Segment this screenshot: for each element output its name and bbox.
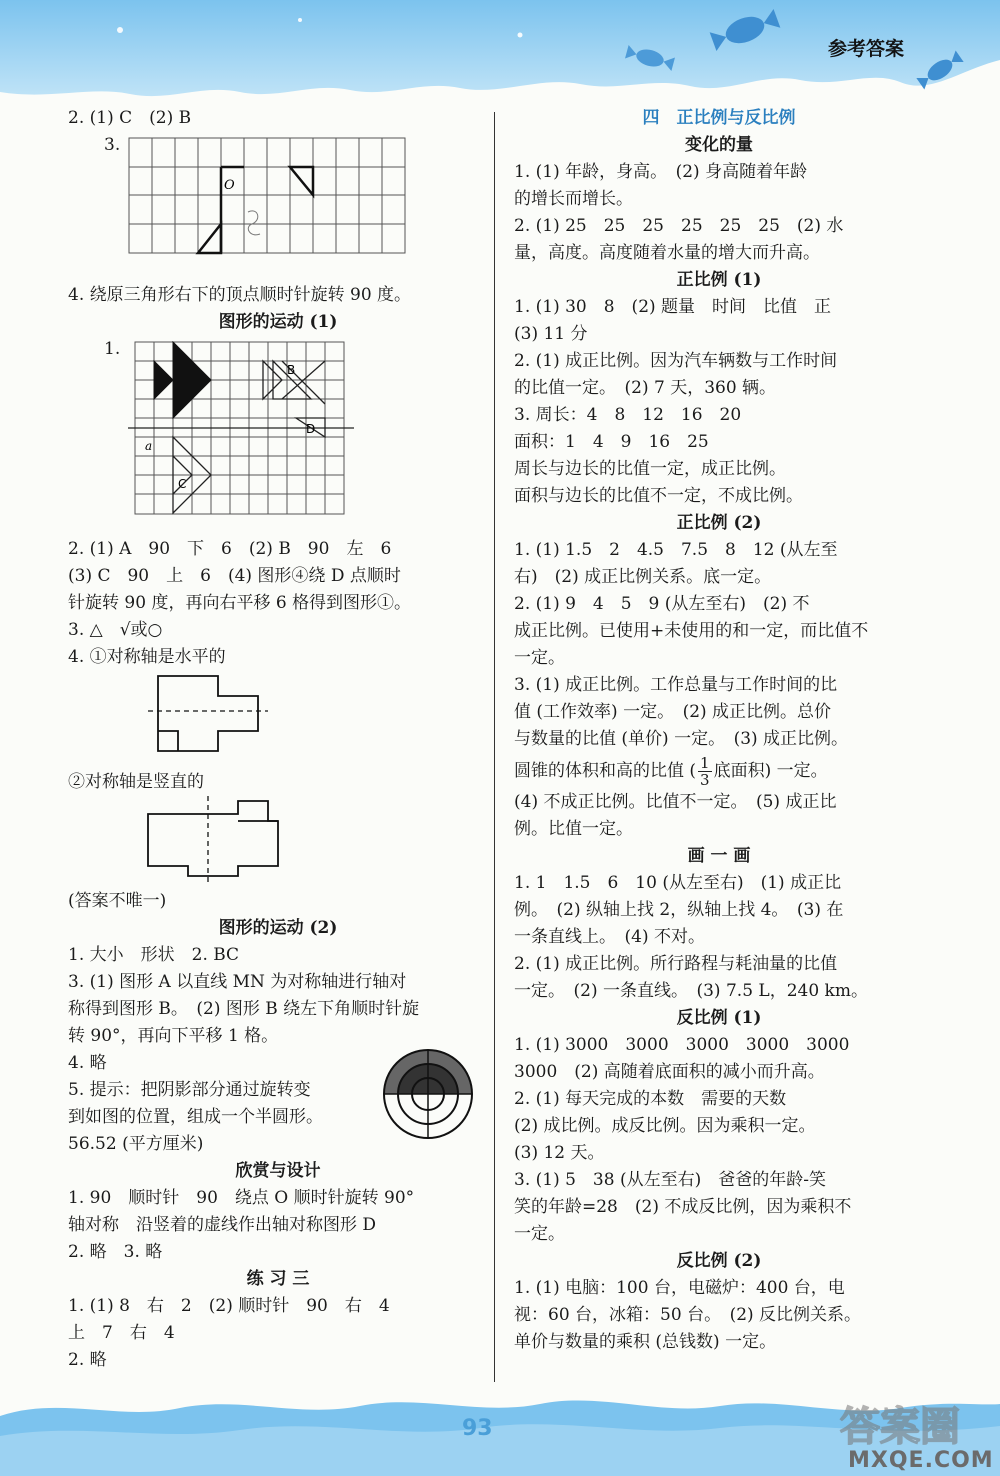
answer-text: 圆锥的体积和高的比值 ( [514, 761, 697, 781]
answer-line: 4. ①对称轴是水平的 [68, 647, 226, 667]
section-heading: 练 习 三 [246, 1269, 310, 1289]
answer-line: 轴对称 沿竖着的虚线作出轴对称图形 D [68, 1215, 377, 1235]
fraction-numerator: 1 [700, 754, 710, 772]
answer-line: 3. (1) 图形 A 以直线 MN 为对称轴进行轴对 [68, 972, 407, 992]
answer-line: 称得到图形 B。 (2) 图形 B 绕左下角顺时针旋 [68, 999, 420, 1019]
answer-line: 3. (1) 成正比例。工作总量与工作时间的比 [514, 675, 838, 695]
answer-line: 例。 (2) 纵轴上找 2，纵轴上找 4。 (3) 在 [514, 900, 844, 920]
answer-line: 3. 周长：4 8 12 16 20 [514, 405, 742, 425]
answer-text: 底面积) 一定。 [713, 761, 828, 781]
answer-line: 3. [104, 135, 121, 155]
rotation-figure-block [68, 132, 488, 254]
answer-line: 视：60 台，冰箱：50 台。 (2) 反比例关系。 [514, 1305, 862, 1325]
answer-line: 与数量的比值 (单价) 一定。 (3) 成正比例。 [514, 729, 849, 749]
answer-line: 4. 略 [68, 1053, 107, 1073]
section-heading: 图形的运动 (2) [218, 918, 338, 938]
motion-figure-block [68, 336, 488, 536]
answer-line: 1. (1) 年龄，身高。 (2) 身高随着年龄 [514, 162, 808, 182]
answer-line: 5. 提示：把阴影部分通过旋转变 [68, 1080, 311, 1100]
horizontal-axis-shape [68, 671, 488, 769]
answer-line: ②对称轴是竖直的 [68, 772, 204, 792]
answer-line: 笑的年龄=28 (2) 不成反比例，因为乘积不 [514, 1197, 852, 1217]
answer-line: 单价与数量的乘积 (总钱数) 一定。 [514, 1332, 777, 1352]
answer-line: (4) 不成正比例。比值不一定。 (5) 成正比 [514, 792, 837, 812]
answer-line: 3. △ √或○ [68, 620, 163, 640]
answer-line: 3. (1) 5 38 (从左至右) 爸爸的年龄-笑 [514, 1170, 826, 1190]
answer-line: 2. (1) 成正比例。所行路程与耗油量的比值 [514, 954, 838, 974]
answer-line: 1. [104, 339, 121, 359]
answer-line: 成正比例。已使用+未使用的和一定，而比值不 [514, 621, 869, 641]
concentric-circle-figure [382, 1048, 474, 1140]
answer-line: 到如图的位置，组成一个半圆形。 [68, 1107, 323, 1127]
watermark-url: MXQE.COM [848, 1448, 994, 1473]
section-heading: 图形的运动 (1) [218, 312, 338, 332]
section-heading: 反比例 (1) [676, 1008, 762, 1028]
column-divider [494, 112, 495, 1382]
vertical-axis-shape [68, 796, 488, 888]
answer-line: 2. (1) A 90 下 6 (2) B 90 左 6 [68, 539, 392, 559]
answer-line: 针旋转 90 度，再向右平移 6 格得到图形①。 [68, 593, 412, 613]
section-heading: 变化的量 [685, 135, 753, 155]
answer-line: 1. 90 顺时针 90 绕点 O 顺时针旋转 90° [68, 1188, 415, 1208]
answer-line: 的比值一定。 (2) 7 天，360 辆。 [514, 378, 777, 398]
answer-line: 1. (1) 3000 3000 3000 3000 3000 [514, 1035, 850, 1055]
answer-line: 周长与边长的比值一定，成正比例。 [514, 459, 786, 479]
answer-line: (2) 成比例。成反比例。因为乘积一定。 [514, 1116, 816, 1136]
answer-line: 1. (1) 30 8 (2) 题量 时间 比值 正 [514, 297, 832, 317]
answer-line: 一定。 [514, 1224, 565, 1244]
answer-line: 56.52 (平方厘米) [68, 1134, 204, 1154]
answer-line: 1. (1) 8 右 2 (2) 顺时针 90 右 4 [68, 1296, 390, 1316]
section-heading: 画 一 画 [687, 846, 751, 866]
header-title: 参考答案 [828, 38, 905, 60]
answer-line: 面积：1 4 9 16 25 [514, 432, 709, 452]
answer-line: 一定。 [514, 648, 565, 668]
answer-line: 1. 大小 形状 2. BC [68, 945, 240, 965]
answer-line: 上 7 右 4 [68, 1323, 175, 1343]
answer-line: 值 (工作效率) 一定。 (2) 成正比例。总价 [514, 702, 832, 722]
answer-line: 的增长而增长。 [514, 189, 633, 209]
section-heading: 正比例 (1) [676, 270, 762, 290]
label-b: B [287, 363, 296, 377]
point-o-label: O [224, 178, 235, 193]
answer-line: (3) 12 天。 [514, 1143, 605, 1163]
fraction-denominator: 3 [700, 771, 710, 789]
answer-line: 转 90°，再向下平移 1 格。 [68, 1026, 279, 1046]
left-column [68, 105, 488, 1374]
answer-line: 2. 略 [68, 1350, 107, 1370]
answer-line: 右) (2) 成正比例关系。底一定。 [514, 567, 772, 587]
answer-line: 面积与边长的比值不一定，不成比例。 [514, 486, 803, 506]
watermark-top-text: 答案圈 [840, 1404, 960, 1450]
answer-line: 一条直线上。 (4) 不对。 [514, 927, 705, 947]
label-d: D [306, 422, 316, 436]
answer-line: 量，高度。高度随着水量的增大而升高。 [514, 243, 820, 263]
rotation-grid-figure [128, 137, 410, 259]
right-column [514, 105, 924, 1356]
answer-line: 4. 绕原三角形右下的顶点顺时针旋转 90 度。 [68, 285, 412, 305]
answer-line: 2. (1) 成正比例。因为汽车辆数与工作时间 [514, 351, 838, 371]
section-heading: 反比例 (2) [676, 1251, 762, 1271]
chapter-title: 四 正比例与反比例 [642, 108, 796, 128]
circle-hint-block [68, 1050, 488, 1131]
answer-line: 1. 1 1.5 6 10 (从左至右) (1) 成正比 [514, 873, 842, 893]
answer-line: 2. (1) C (2) B [68, 108, 192, 128]
page-number: 93 [462, 1416, 493, 1441]
answer-line: 1. (1) 1.5 2 4.5 7.5 8 12 (从左至 [514, 540, 838, 560]
answer-line: 2. 略 3. 略 [68, 1242, 163, 1262]
answer-line: 3000 (2) 高随着底面积的减小而升高。 [514, 1062, 825, 1082]
answer-line: 一定。 (2) 一条直线。 (3) 7.5 L，240 km。 [514, 981, 868, 1001]
answer-line: 例。比值一定。 [514, 819, 633, 839]
one-third-fraction [698, 755, 712, 788]
answer-line-with-fraction [514, 753, 924, 789]
answer-line: 1. (1) 电脑：100 台，电磁炉：400 台，电 [514, 1278, 845, 1298]
answer-line: (答案不唯一) [68, 891, 167, 911]
answer-line: 2. (1) 25 25 25 25 25 25 (2) 水 [514, 216, 844, 236]
label-a: a [145, 439, 153, 453]
answer-line: (3) 11 分 [514, 324, 588, 344]
answer-line: (3) C 90 上 6 (4) 图形④绕 D 点顺时 [68, 566, 401, 586]
label-c: C [178, 477, 187, 491]
answer-line: 2. (1) 9 4 5 9 (从左至右) (2) 不 [514, 594, 810, 614]
section-heading: 正比例 (2) [676, 513, 762, 533]
answer-line: 2. (1) 每天完成的本数 需要的天数 [514, 1089, 787, 1109]
section-heading: 欣赏与设计 [235, 1161, 321, 1181]
motion-grid-figure [128, 341, 418, 521]
